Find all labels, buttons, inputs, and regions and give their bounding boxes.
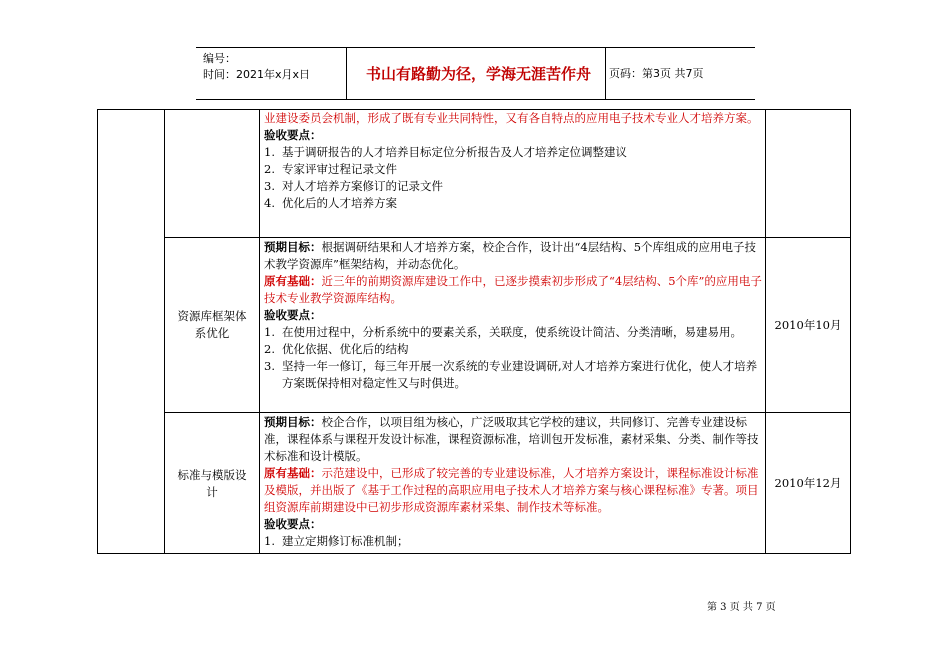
row2-task: 资源库框架体 系优化 xyxy=(177,309,247,340)
content-table xyxy=(97,109,851,554)
page-header xyxy=(196,47,755,100)
row3-task: 标准与模版设 计 xyxy=(177,467,247,499)
page-footer: 第 3 页 共 7 页 xyxy=(707,602,776,613)
time-label: 时间：2021年x月x日 xyxy=(203,68,311,81)
row3-content xyxy=(264,414,762,550)
row2-date: 2010年10月 xyxy=(774,317,842,332)
row3-date: 2010年12月 xyxy=(774,476,842,490)
list-item: 3. 对人才培养方案修订的记录文件 xyxy=(264,179,443,193)
row-divider xyxy=(164,237,850,238)
col-divider xyxy=(259,110,260,553)
list-item: 3. 坚持一年一修订，每三年开展一次系统的专业建设调研,对人才培养方案进行优化，使人才培养方案既保持相对稳定性又与时俱进。 xyxy=(264,359,758,390)
list-item: 4. 优化后的人才培养方案 xyxy=(264,196,397,210)
row3-accept-label: 验收要点： xyxy=(264,517,322,531)
list-item: 1. 基于调研报告的人才培养目标定位分析报告及人才培养定位调整建议 xyxy=(264,145,627,159)
header-motto: 书山有路勤为径，学海无涯苦作舟 xyxy=(365,65,591,83)
list-item: 1. 建立定期修订标准机制； xyxy=(264,534,409,548)
list-item: 1. 在使用过程中，分析系统中的要素关系，关联度，使系统设计简洁、分类清晰，易建易用。 xyxy=(264,325,742,339)
list-item: 2. 优化依据、优化后的结构 xyxy=(264,342,409,356)
header-meta xyxy=(203,51,310,83)
row1-content xyxy=(264,110,762,212)
row1-accept-label: 验收要点： xyxy=(264,128,322,142)
list-item: 2. 专家评审过程记录文件 xyxy=(264,162,397,176)
header-page-info: 页码：第3页 共7页 xyxy=(609,67,704,80)
code-label: 编号： xyxy=(203,52,236,65)
row3-basis: 原有基础：示范建设中，已形成了较完善的专业建设标准，人才培养方案设计，课程标准设计标准及模版，并出版了《基于工作过程的高职应用电子技术人才培养方案与核心课程标准》专著。项目组资源库前期建设中已初步形成资源库素材采集、制作技术等标准。 xyxy=(264,466,759,514)
row2-content xyxy=(264,239,762,392)
row1-continued-text: 业建设委员会机制，形成了既有专业共同特性，又有各自特点的应用电子技术专业人才培养方案。 xyxy=(264,111,759,125)
row2-basis: 原有基础：近三年的前期资源库建设工作中，已逐步摸索初步形成了“4层结构、5个库”的应用电子技术专业教学资源库结构。 xyxy=(264,274,762,305)
row3-goal: 预期目标：校企合作，以项目组为核心，广泛吸取其它学校的建议，共同修订、完善专业建设标准，课程体系与课程开发设计标准，课程资源标准，培训包开发标准，素材采集、分类、制作等技术标准和设计模版。 xyxy=(264,415,759,463)
row2-accept-label: 验收要点： xyxy=(264,308,322,322)
header-divider xyxy=(346,48,347,99)
row2-goal: 预期目标：根据调研结果和人才培养方案，校企合作，设计出“4层结构、5个库组成的应用电子技术教学资源库”框架结构，并动态优化。 xyxy=(264,240,757,271)
row-divider xyxy=(164,412,850,413)
header-divider xyxy=(605,48,606,99)
